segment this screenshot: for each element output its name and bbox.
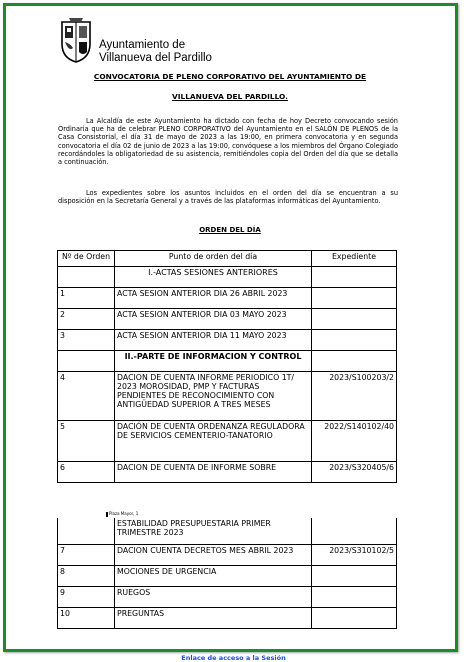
row-num: 7 — [58, 545, 115, 566]
row-text: ESTABILIDAD PRESUPUESTARIA PRIMER TRIMESTRE 2023 — [115, 518, 312, 545]
row-num: 8 — [58, 566, 115, 587]
section-row — [58, 267, 397, 288]
row-exp — [312, 288, 397, 309]
row-num: 5 — [58, 421, 115, 462]
row-text: MOCIONES DE URGENCIA — [115, 566, 312, 587]
row-text: ACTA SESION ANTERIOR DIA 26 ABRIL 2023 — [115, 288, 312, 309]
table-row — [58, 587, 397, 608]
row-text: DACION CUENTA DECRETOS MES ABRIL 2023 — [115, 545, 312, 566]
table-row — [58, 330, 397, 351]
table-row — [58, 372, 397, 421]
table-row — [58, 566, 397, 587]
coat-of-arms-icon — [58, 18, 94, 64]
row-num: 3 — [58, 330, 115, 351]
org-name-line1: Ayuntamiento de — [99, 39, 186, 51]
table-row — [58, 545, 397, 566]
header-num: Nº de Orden — [58, 251, 115, 267]
table-row — [58, 288, 397, 309]
table-header-row — [58, 251, 397, 267]
row-num: 10 — [58, 608, 115, 629]
row-exp — [312, 309, 397, 330]
agenda-table — [57, 250, 397, 483]
table-row — [58, 309, 397, 330]
doc-title-line1: CONVOCATORIA DE PLENO CORPORATIVO DEL AYUNTAMIENTO DE — [93, 72, 367, 81]
table-row — [58, 421, 397, 462]
header-point: Punto de orden del día — [115, 251, 312, 267]
section-row — [58, 351, 397, 372]
row-num: 2 — [58, 309, 115, 330]
agenda-title: ORDEN DEL DÍA — [199, 226, 261, 234]
page-break-mark — [106, 512, 108, 517]
table-row — [58, 462, 397, 483]
row-exp: 2022/S140102/40 — [312, 421, 397, 462]
org-name-line2: Villanueva del Pardillo — [99, 52, 212, 64]
row-text: PREGUNTAS — [115, 608, 312, 629]
row-exp — [312, 587, 397, 608]
row-text: DACION DE CUENTA DE INFORME SOBRE — [115, 462, 312, 483]
row-num: 1 — [58, 288, 115, 309]
agenda-table-continued — [57, 518, 397, 629]
section-1-title: I.-ACTAS SESIONES ANTERIORES — [115, 267, 312, 288]
row-text: ACTA SESION ANTERIOR DIA 11 MAYO 2023 — [115, 330, 312, 351]
row-num: 9 — [58, 587, 115, 608]
convocation-paragraph: La Alcaldía de este Ayuntamiento ha dictado con fecha de hoy Decreto convocando sesión Ordinaria que ha de celebrar PLENO CORPORATIVO del Ayuntamiento en el SALÓN DE PLENOS de la Casa Consistorial, el día 31 de mayo de 2023 a las 19:00, en primera convocatoria y en segunda convocatoria el día 02 de junio de 2023 a las 19:00, convóquese a los miembros del Órgano Colegiado recordándoles la obligatoriedad de su asistencia, remitiéndoles copia del Orden del día que se detalla a continuación. — [58, 117, 398, 167]
header-exp: Expediente — [312, 251, 397, 267]
doc-title-line2: VILLANUEVA DEL PARDILLO. — [172, 92, 288, 101]
table-row — [58, 518, 397, 545]
page-break-label — [106, 511, 138, 517]
section-2-title: II.-PARTE DE INFORMACION Y CONTROL — [115, 351, 312, 372]
row-exp — [312, 566, 397, 587]
row-exp — [312, 608, 397, 629]
row-text: ACTA SESION ANTERIOR DIA 03 MAYO 2023 — [115, 309, 312, 330]
files-paragraph: Los expedientes sobre los asuntos incluidos en el orden del día se encuentran a su disposición en la Secretaría General y a través de las plataformas informáticas del Ayuntamiento. — [58, 189, 398, 206]
row-text: DACION DE CUENTA INFORME PERIODICO 1T/ 2023 MOROSIDAD, PMP Y FACTURAS PENDIENTES DE RECONOCIMIENTO CON ANTIGÜEDAD SUPERIOR A TRES MESES — [115, 372, 312, 421]
row-exp: 2023/S100203/2 — [312, 372, 397, 421]
table-row — [58, 608, 397, 629]
row-text: RUEGOS — [115, 587, 312, 608]
row-text: DACIÓN DE CUENTA ORDENANZA REGULADORA DE SERVICIOS CEMENTERIO-TANATORIO — [115, 421, 312, 462]
row-num: 6 — [58, 462, 115, 483]
row-exp: 2023/S320405/6 — [312, 462, 397, 483]
session-access-link[interactable]: Enlace de acceso a la Sesión — [181, 654, 286, 662]
row-exp: 2023/S310102/5 — [312, 545, 397, 566]
page-break-text: Plaza Mayor, 1 — [109, 511, 139, 516]
row-exp — [312, 330, 397, 351]
row-num: 4 — [58, 372, 115, 421]
